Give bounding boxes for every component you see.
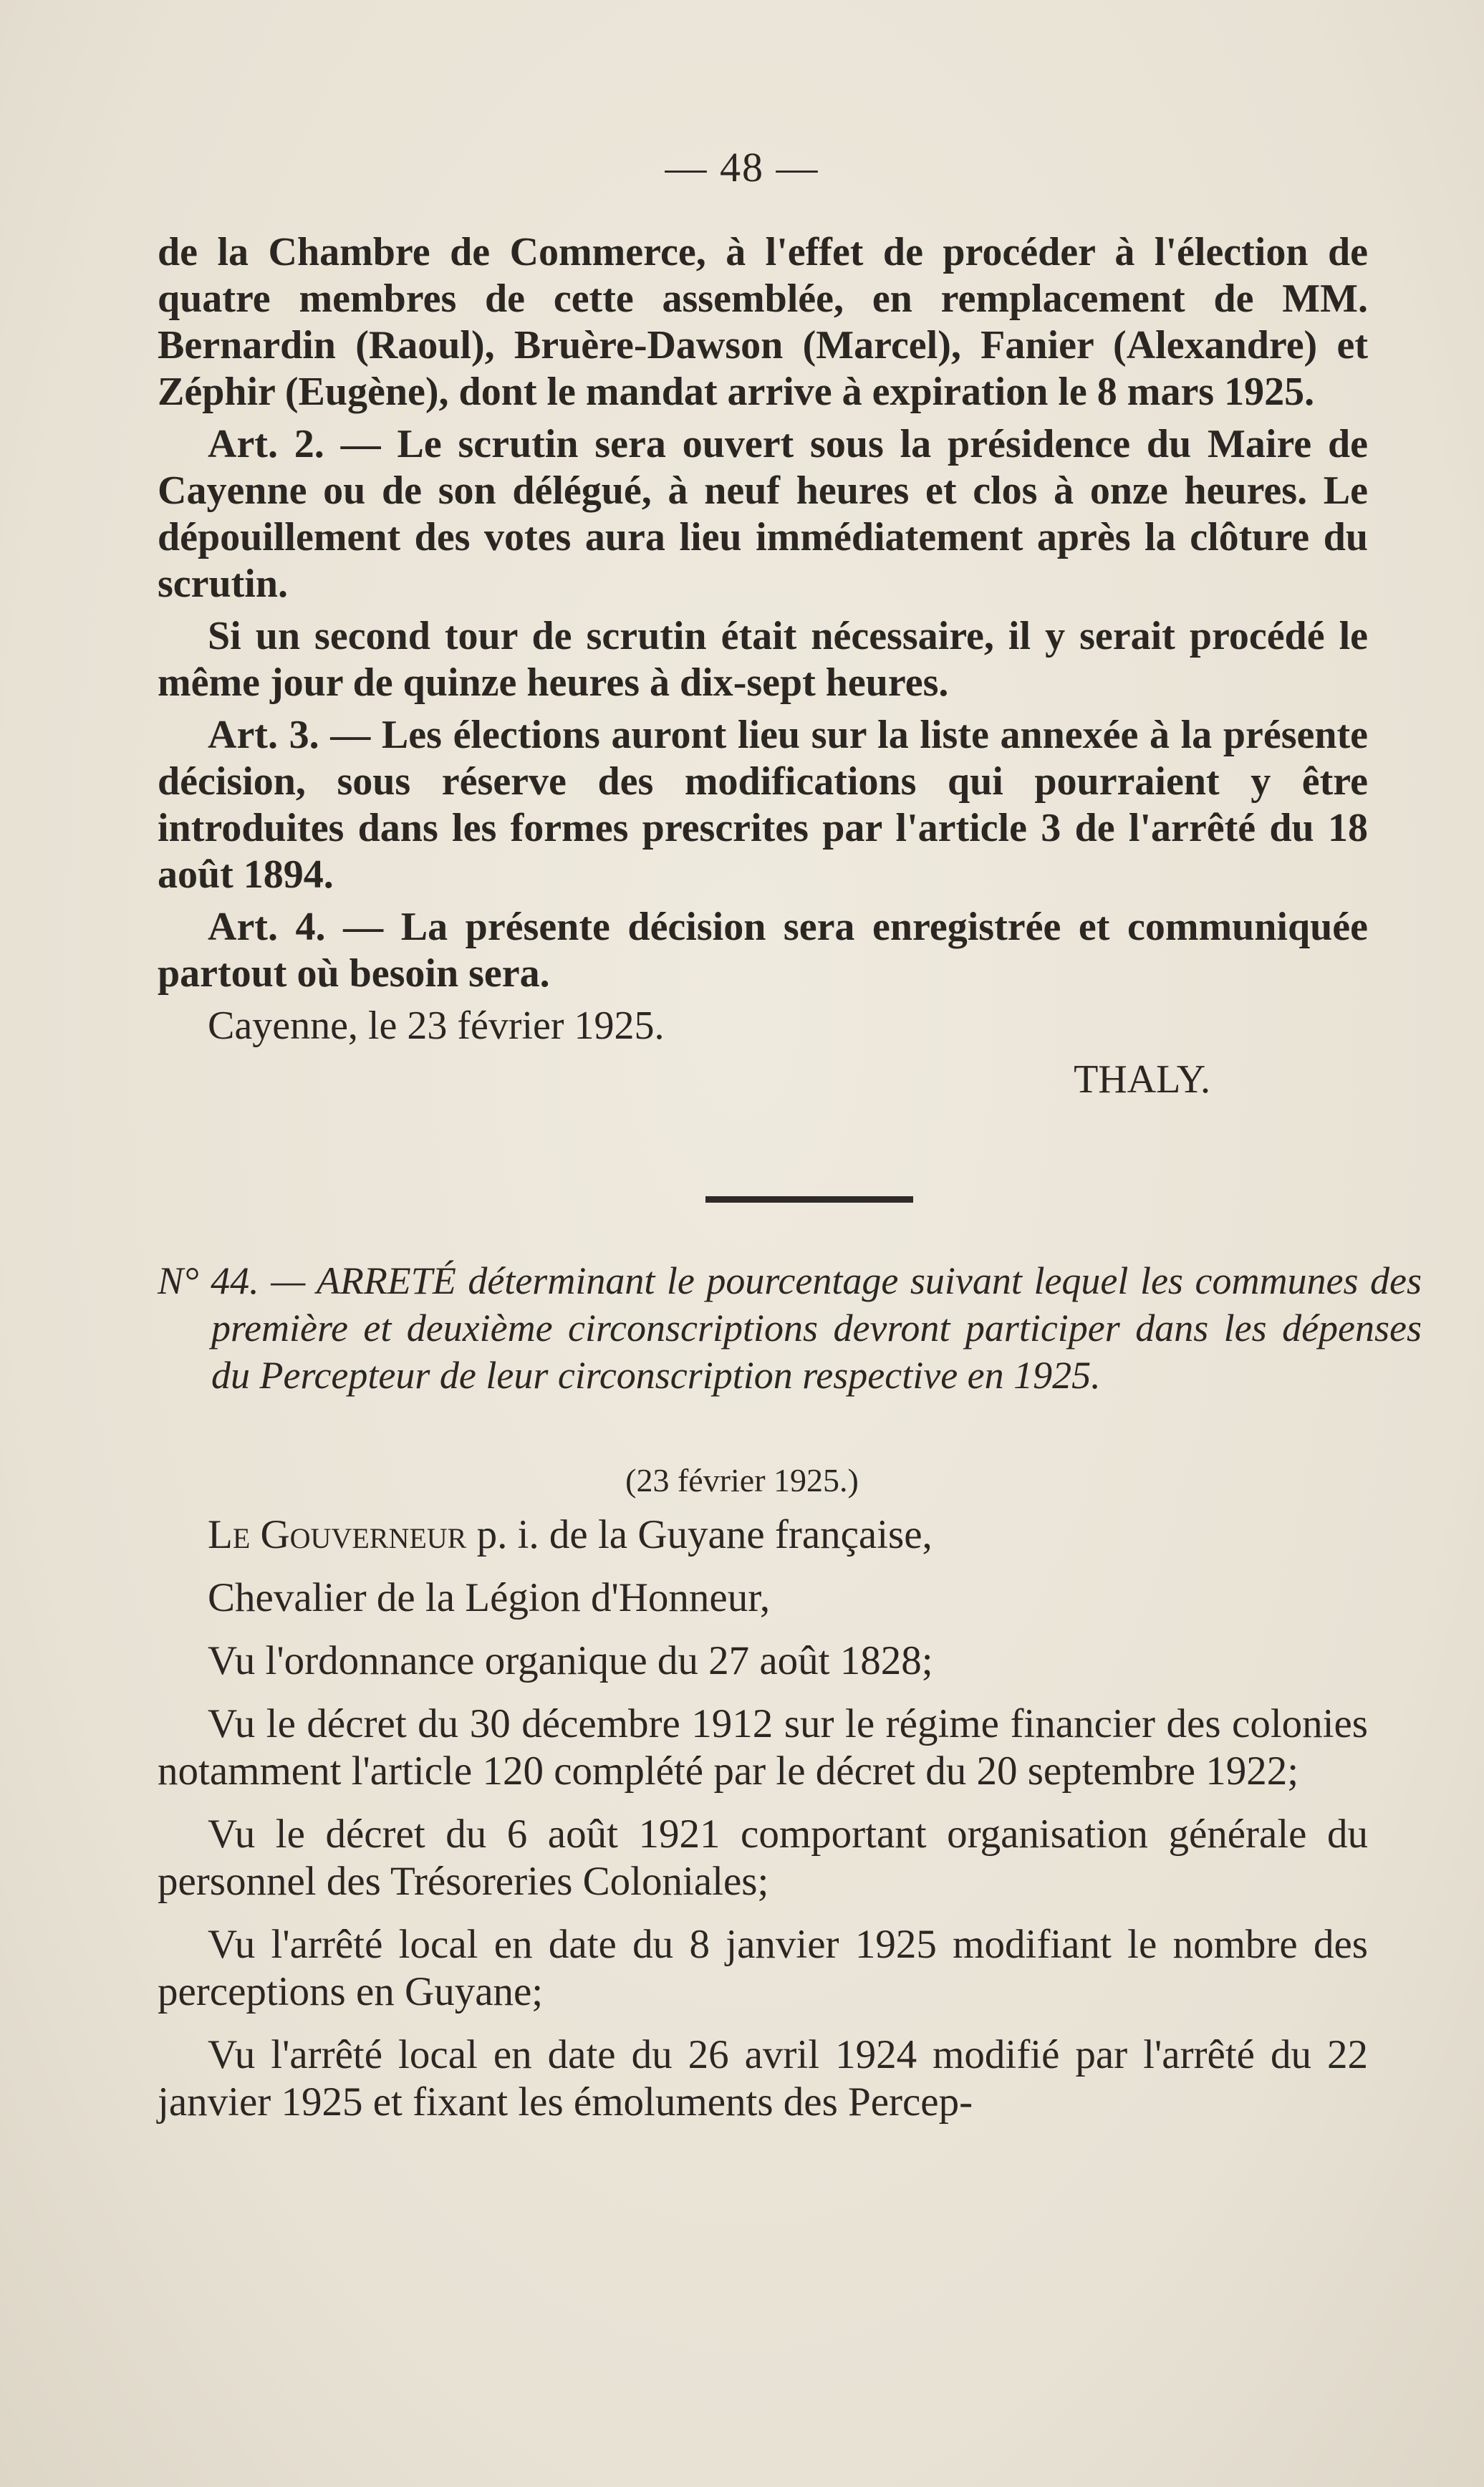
signature: THALY.	[1074, 1057, 1210, 1102]
article-2: Art. 2. — Le scrutin sera ouvert sous la présidence du Maire de Cayenne ou de son délégué, à neuf heures et clos à onze heures. Le dépouillement des votes aura lieu immédiatement après la clôture du scrutin.	[158, 422, 1368, 606]
article-3: Art. 3. — Les élections auront lieu sur la liste annexée à la présente décision, sous réserve des modifications qui pourraient y être introduites dans les formes prescrites par l'article 3 de l'arrêté du 18 août 1894.	[158, 713, 1368, 897]
governor-line	[158, 1511, 1368, 1559]
vu-decret-1921: Vu le décret du 6 août 1921 comportant organisation générale du personnel des Trésoreries Coloniales;	[158, 1812, 1368, 1904]
vu-arrete-janvier-1925: Vu l'arrêté local en date du 8 janvier 1925 modifiant le nombre des perceptions en Guyane;	[158, 1922, 1368, 2014]
place-date: Cayenne, le 23 février 1925.	[208, 1004, 665, 1048]
article-2-continuation: Si un second tour de scrutin était nécessaire, il y serait procédé le même jour de quinze heures à dix-sept heures.	[158, 614, 1368, 705]
page-number: — 48 —	[665, 144, 819, 191]
section-divider	[705, 1196, 913, 1203]
continuation-paragraph: de la Chambre de Commerce, à l'effet de procéder à l'élection de quatre membres de cette assemblée, en remplacement de MM. Bernardin (Raoul), Bruère-Dawson (Marcel), Fanier (Alexandre) et Zéphir (Eugène), dont le mandat arrive à expiration le 8 mars 1925.	[158, 230, 1368, 414]
arrete-date: (23 février 1925.)	[625, 1462, 859, 1499]
governor-rest: p. i. de la Guyane française,	[466, 1512, 933, 1557]
vu-arrete-avril-1924: Vu l'arrêté local en date du 26 avril 1924 modifié par l'arrêté du 22 janvier 1925 et fixant les émoluments des Percep-	[158, 2032, 1368, 2125]
article-4: Art. 4. — La présente décision sera enregistrée et communiquée partout où besoin sera.	[158, 905, 1368, 996]
vu-decret-1912: Vu le décret du 30 décembre 1912 sur le régime financier des colonies notamment l'article 120 complété par le décret du 20 septembre 1922;	[158, 1701, 1368, 1794]
vu-ordonnance: Vu l'ordonnance organique du 27 août 1828;	[208, 1638, 933, 1683]
arrete-heading: N° 44. — ARRETÉ déterminant le pourcentage suivant lequel les communes des première et deuxième circonscriptions devront participer dans les dépenses du Percepteur de leur circonscription respective en 1925.	[158, 1259, 1422, 1397]
decision-continuation	[158, 229, 1368, 1103]
chevalier-line: Chevalier de la Légion d'Honneur,	[208, 1575, 771, 1620]
governor-title: Le Gouverneur	[208, 1512, 467, 1557]
arrete-body	[158, 1511, 1368, 2126]
